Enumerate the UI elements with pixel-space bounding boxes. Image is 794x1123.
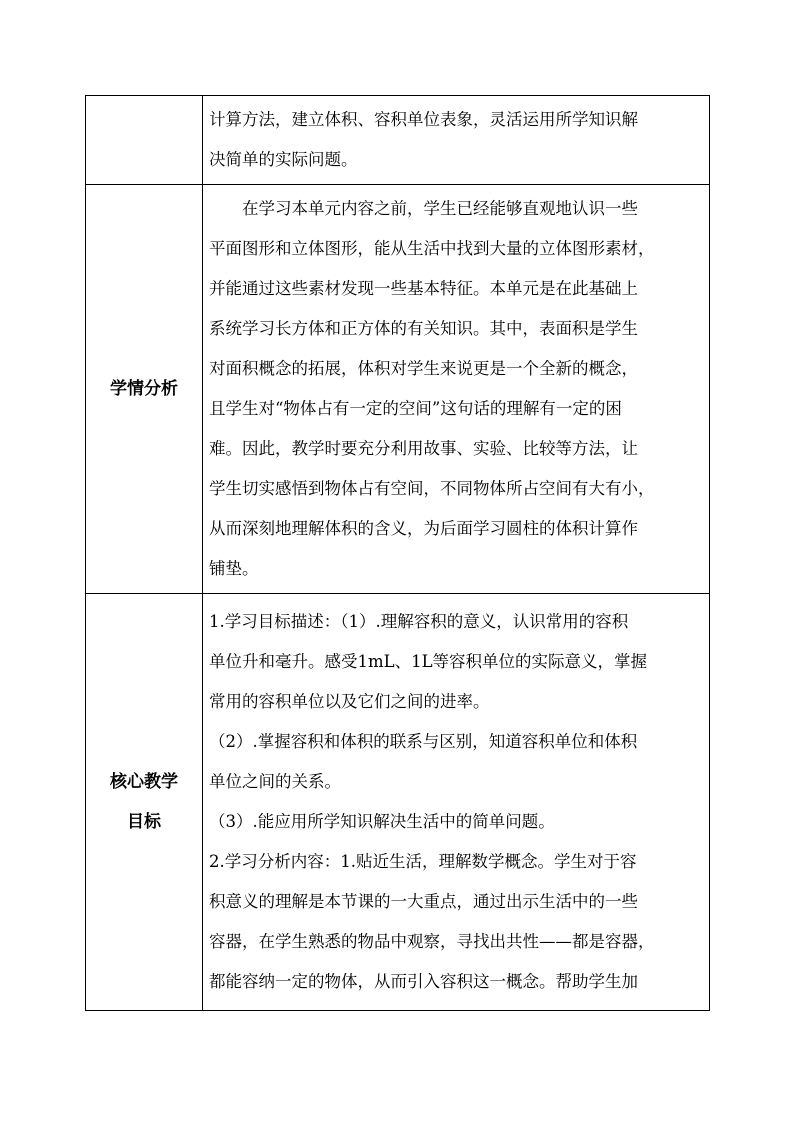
objective-paragraph: （2）.掌握容积和体积的联系与区别，知道容积单位和体积 单位之间的关系。: [209, 732, 638, 791]
content-text: 在学习本单元内容之前，学生已经能够直观地认识一些 平面图形和立体图形，能从生活中找到大量的立体图形素材， 并能通过这些素材发现一些基本特征。本单元是在此基础上 系统学习长方体和正方体的有关知识。其中，表面积是学生 对面积概念的拓展，体积对学生来说更是一个全新的概念， 且学生对“物体占有一定的空间”这句话的理解有一定的困 难。因此，教学时要充分利用故事、实验、比较等方法，让 学生切实感悟到物体占有空间，不同物体所占空间有大有小， 从而深刻地理解体积的含义，为后面学习圆柱的体积计算作 铺垫。: [209, 199, 655, 578]
row-label-learning-analysis: 学情分析: [86, 185, 203, 594]
analysis-paragraph: 2.学习分析内容：1.贴近生活，理解数学概念。学生对于容 积意义的理解是本节课的一大重点，通过出示生活中的一些 容器，在学生熟悉的物品中观察，寻找出共性——都是容器， 都能容纳一定的物体，从而引入容积这一概念。帮助学生加: [209, 852, 655, 991]
row-content: [203, 185, 710, 594]
row-content: [203, 594, 710, 1011]
row-label-core-objectives: [86, 594, 203, 1011]
label-line: 目标: [127, 812, 161, 832]
table-row: [86, 594, 710, 1011]
objective-paragraph: 1.学习目标描述：（1）.理解容积的意义，认识常用的容积 单位升和毫升。感受1mL、1L等容积单位的实际意义，掌握 常用的容积单位以及它们之间的进率。: [209, 612, 648, 711]
table-row: [86, 96, 710, 185]
row-content: [203, 96, 710, 185]
label-line: 核心教学: [110, 772, 178, 792]
lesson-plan-table: [85, 95, 710, 1011]
content-text: 计算方法，建立体积、容积单位表象，灵活运用所学知识解 决简单的实际问题。: [209, 110, 638, 169]
table-row: [86, 185, 710, 594]
row-label-empty: [86, 96, 203, 185]
objective-paragraph: （3）.能应用所学知识解决生活中的简单问题。: [209, 812, 555, 831]
